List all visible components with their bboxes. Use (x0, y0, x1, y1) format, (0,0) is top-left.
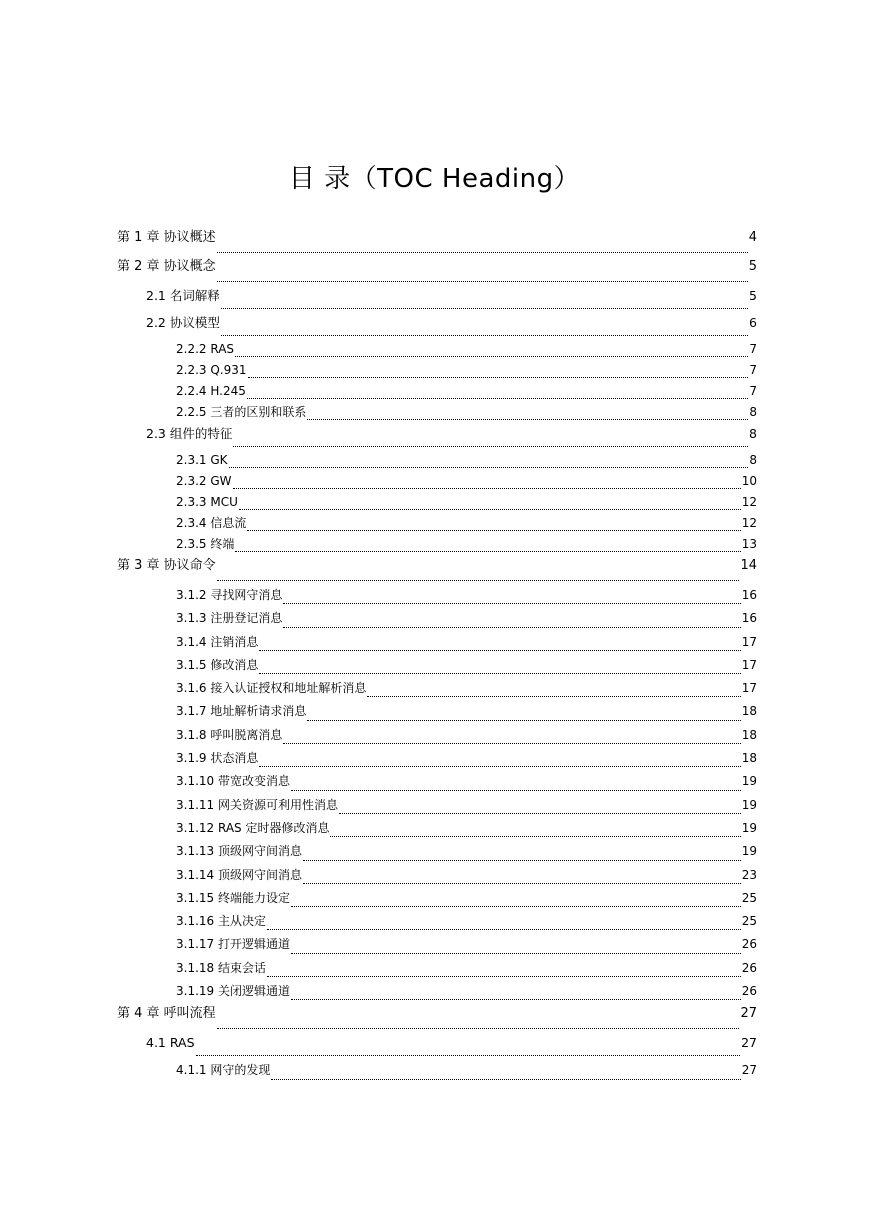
dot-leader (239, 508, 741, 510)
toc-entry[interactable] (117, 585, 757, 608)
toc-entry-page-number: 19 (741, 797, 757, 812)
toc-entry[interactable] (117, 841, 757, 864)
toc-entry-page-number: 5 (749, 288, 757, 303)
dot-leader (247, 529, 740, 531)
toc-entry-label: 2.2.2 RAS (176, 342, 235, 356)
dot-leader (291, 952, 741, 954)
toc-entry-label: 2.3.3 MCU (176, 495, 238, 509)
dot-leader (221, 334, 748, 336)
toc-entry[interactable] (117, 725, 757, 748)
toc-entry-page-number: 19 (741, 844, 757, 859)
toc-entry-page-number: 7 (749, 384, 757, 398)
dot-leader (235, 550, 740, 552)
toc-entry-page-number: 27 (741, 1063, 757, 1078)
toc-entry[interactable] (117, 632, 757, 655)
toc-entry[interactable] (117, 655, 757, 678)
toc-entry-page-number: 17 (741, 681, 757, 696)
toc-entry-page-number: 19 (741, 820, 757, 835)
toc-entry[interactable] (117, 361, 757, 382)
dot-leader (291, 789, 741, 791)
toc-entry[interactable] (117, 748, 757, 771)
toc-entry[interactable] (117, 472, 757, 493)
toc-entry-label: 3.1.14 顶级网守间消息 (176, 867, 302, 882)
toc-entry-label: 第 2 章 协议概念 (117, 259, 216, 274)
toc-entry-label: 3.1.3 注册登记消息 (176, 611, 283, 626)
dot-leader (291, 905, 741, 907)
toc-entry[interactable] (117, 1004, 757, 1033)
dot-leader (259, 649, 740, 651)
toc-entry-label: 3.1.12 RAS 定时器修改消息 (176, 820, 330, 835)
toc-entry[interactable] (117, 493, 757, 514)
toc-entry-label: 2.3 组件的特征 (146, 426, 233, 441)
toc-entry-page-number: 17 (741, 634, 757, 649)
toc-entry-label: 3.1.15 终端能力设定 (176, 890, 290, 905)
toc-entry-page-number: 18 (741, 751, 757, 766)
toc-entry[interactable] (117, 1060, 757, 1083)
toc-entry-page-number: 17 (741, 657, 757, 672)
toc-entry[interactable] (117, 701, 757, 724)
toc-entry[interactable] (117, 228, 757, 257)
toc-entry-page-number: 8 (749, 405, 757, 419)
dot-leader (291, 998, 741, 1000)
toc-entry-page-number: 5 (748, 259, 757, 274)
toc-entry-label: 3.1.10 带宽改变消息 (176, 774, 290, 789)
dot-leader (283, 626, 740, 628)
toc-entry[interactable] (117, 556, 757, 585)
toc-entry-label: 3.1.17 打开逻辑通道 (176, 937, 290, 952)
toc-entry-label: 3.1.13 顶级网守间消息 (176, 844, 302, 859)
toc-entry-page-number: 12 (741, 516, 757, 530)
dot-leader (259, 765, 740, 767)
dot-leader (217, 280, 748, 282)
dot-leader (248, 376, 749, 378)
toc-entry-label: 3.1.6 接入认证授权和地址解析消息 (176, 681, 367, 696)
dot-leader (283, 602, 740, 604)
dot-leader (339, 812, 741, 814)
toc-entry-label: 3.1.19 关闭逻辑通道 (176, 984, 290, 999)
toc-entry[interactable] (117, 795, 757, 818)
dot-leader (233, 445, 748, 447)
toc-entry-label: 2.3.4 信息流 (176, 516, 247, 530)
dot-leader (217, 579, 740, 581)
toc-entry-page-number: 27 (740, 1006, 757, 1022)
toc-entry[interactable] (117, 382, 757, 403)
toc-entry-label: 第 4 章 呼叫流程 (117, 1006, 216, 1022)
toc-entry-page-number: 13 (741, 537, 757, 551)
toc-entry-label: 3.1.2 寻找网守消息 (176, 588, 283, 602)
toc-entry-page-number: 16 (741, 611, 757, 626)
toc-entry[interactable] (117, 865, 757, 888)
toc-entry-label: 4.1.1 网守的发现 (176, 1063, 271, 1078)
toc-entry-label: 第 1 章 协议概述 (117, 230, 216, 245)
toc-entry[interactable] (117, 313, 757, 340)
toc-entry-page-number: 14 (740, 558, 757, 573)
toc-entry-label: 2.2.4 H.245 (176, 384, 246, 398)
toc-entry-label: 3.1.9 状态消息 (176, 751, 259, 766)
toc-entry-page-number: 6 (749, 315, 757, 330)
toc-entry[interactable] (117, 1033, 757, 1060)
toc-entry-label: 3.1.5 修改消息 (176, 657, 259, 672)
toc-entry[interactable] (117, 911, 757, 934)
dot-leader (229, 466, 749, 468)
toc-entry[interactable] (117, 340, 757, 361)
toc-entry-page-number: 8 (749, 453, 757, 467)
toc-entry[interactable] (117, 818, 757, 841)
toc-entry-label: 第 3 章 协议命令 (117, 558, 216, 573)
toc-entry-label: 3.1.8 呼叫脱离消息 (176, 727, 283, 742)
toc-entry-page-number: 25 (741, 914, 757, 929)
toc-entry-page-number: 25 (741, 890, 757, 905)
toc-entry[interactable] (117, 934, 757, 957)
toc-entry-page-number: 8 (749, 426, 757, 441)
toc-entry-label: 3.1.4 注销消息 (176, 634, 259, 649)
toc-entry[interactable] (117, 424, 757, 451)
toc-entry[interactable] (117, 451, 757, 472)
dot-leader (267, 975, 741, 977)
toc-entry-page-number: 27 (741, 1035, 757, 1051)
toc-entry-page-number: 7 (749, 363, 757, 377)
dot-leader (307, 418, 748, 420)
toc-entry[interactable] (117, 888, 757, 911)
toc-entry[interactable] (117, 403, 757, 424)
toc-entry-page-number: 4 (748, 230, 757, 245)
toc-entry-page-number: 16 (741, 588, 757, 602)
toc-entry[interactable] (117, 535, 757, 556)
toc-entry-page-number: 18 (741, 704, 757, 719)
toc-entry-page-number: 26 (741, 937, 757, 952)
toc-entry[interactable] (117, 678, 757, 701)
toc-entry-label: 2.2 协议模型 (146, 315, 220, 330)
toc-entry[interactable] (117, 608, 757, 631)
toc-entry-page-number: 12 (741, 495, 757, 509)
toc-entry[interactable] (117, 981, 757, 1004)
toc-entry-page-number: 26 (741, 960, 757, 975)
toc-entry-label: 2.3.2 GW (176, 474, 232, 488)
toc-entry-page-number: 7 (749, 342, 757, 356)
dot-leader (283, 742, 740, 744)
toc-entry-label: 4.1 RAS (146, 1035, 195, 1051)
dot-leader (217, 251, 748, 253)
dot-leader (303, 859, 741, 861)
toc-entry-label: 2.3.5 终端 (176, 537, 235, 551)
dot-leader (247, 397, 748, 399)
toc-entry-page-number: 10 (741, 474, 757, 488)
toc-entry-page-number: 23 (741, 867, 757, 882)
toc-entry-label: 2.2.5 三者的区别和联系 (176, 405, 307, 419)
toc-entry-page-number: 19 (741, 774, 757, 789)
toc-entry-page-number: 26 (741, 984, 757, 999)
dot-leader (217, 1027, 740, 1029)
table-of-contents (117, 228, 757, 1084)
dot-leader (307, 719, 740, 721)
toc-entry-label: 3.1.7 地址解析请求消息 (176, 704, 307, 719)
toc-entry[interactable] (117, 286, 757, 313)
dot-leader (330, 835, 740, 837)
toc-entry[interactable] (117, 257, 757, 286)
toc-entry[interactable] (117, 514, 757, 535)
toc-entry[interactable] (117, 771, 757, 794)
toc-title: 目 录（TOC Heading） (288, 164, 581, 194)
toc-entry-label: 3.1.18 结束会话 (176, 960, 266, 975)
toc-entry-label: 2.2.3 Q.931 (176, 363, 247, 377)
dot-leader (271, 1078, 740, 1080)
toc-entry-label: 3.1.16 主从决定 (176, 914, 266, 929)
toc-entry-page-number: 18 (741, 727, 757, 742)
dot-leader (235, 355, 748, 357)
toc-entry-label: 2.3.1 GK (176, 453, 228, 467)
dot-leader (196, 1054, 741, 1056)
toc-entry-label: 3.1.11 网关资源可利用性消息 (176, 797, 338, 812)
dot-leader (303, 882, 741, 884)
dot-leader (233, 487, 741, 489)
toc-entry-label: 2.1 名词解释 (146, 288, 220, 303)
dot-leader (221, 307, 748, 309)
dot-leader (367, 695, 740, 697)
dot-leader (267, 928, 741, 930)
toc-entry[interactable] (117, 958, 757, 981)
dot-leader (259, 672, 740, 674)
